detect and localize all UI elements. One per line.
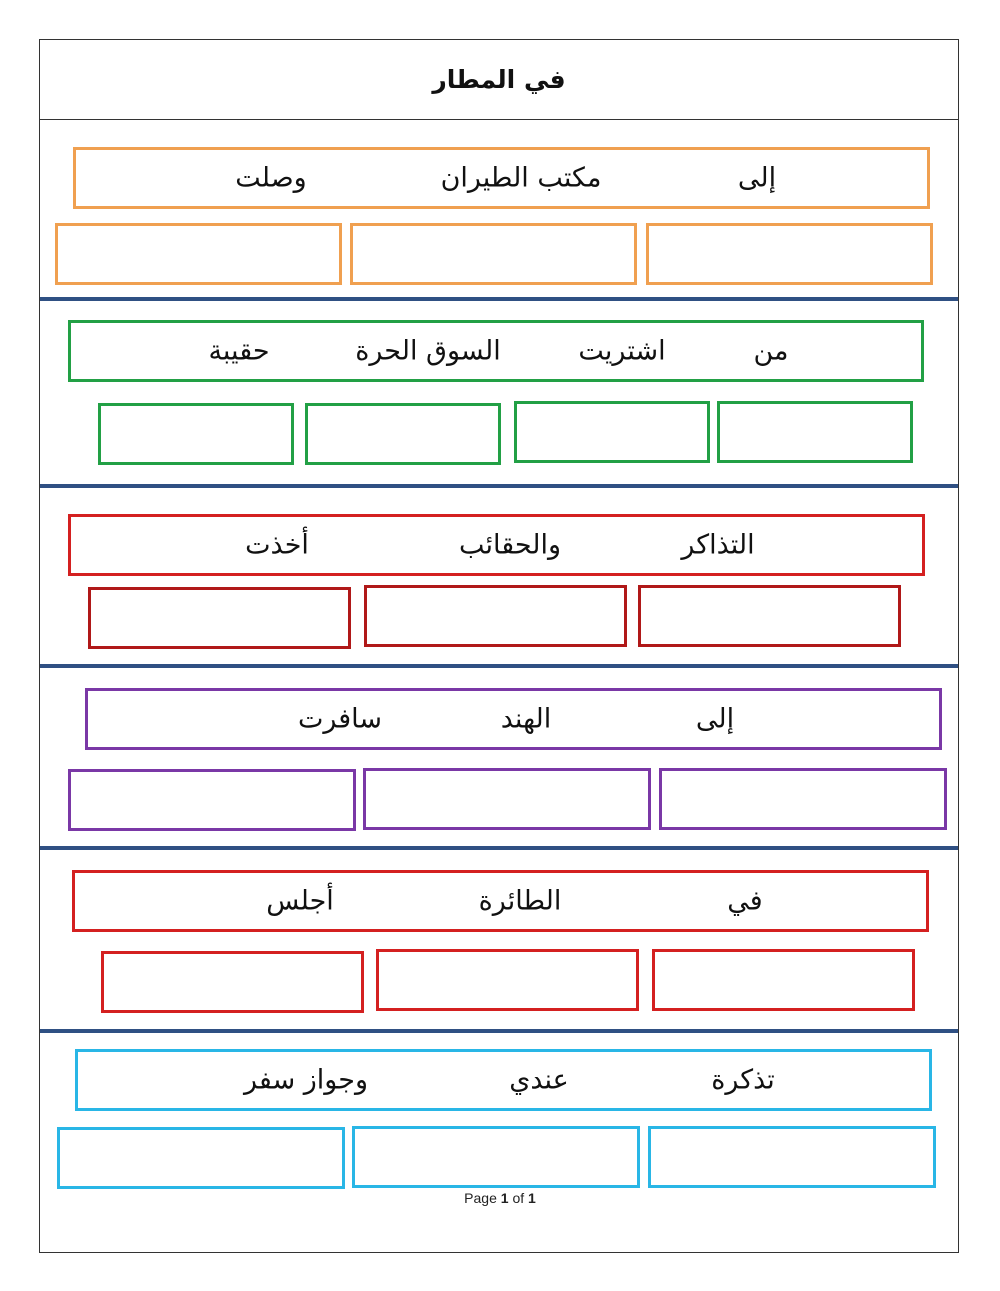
word-3-2[interactable]: والحقائب <box>458 529 562 561</box>
row-divider-1 <box>40 297 958 301</box>
page-title: في المطار <box>40 40 958 120</box>
footer-page-label: Page <box>464 1190 497 1206</box>
sentence-box-4 <box>85 688 942 750</box>
answer-box-2-4[interactable] <box>98 403 294 465</box>
sentence-box-2 <box>68 320 924 382</box>
answer-box-4-1[interactable] <box>659 768 947 830</box>
word-6-1[interactable]: تذكرة <box>711 1064 775 1096</box>
answer-box-2-2[interactable] <box>514 401 710 463</box>
answer-box-2-1[interactable] <box>717 401 913 463</box>
answer-box-1-3[interactable] <box>55 223 342 285</box>
word-4-1[interactable]: إلى <box>695 703 735 735</box>
answer-box-1-1[interactable] <box>646 223 933 285</box>
answer-box-5-1[interactable] <box>652 949 915 1011</box>
footer-current-page: 1 <box>500 1190 509 1206</box>
row-divider-5 <box>40 1029 958 1033</box>
word-4-3[interactable]: سافرت <box>297 703 383 735</box>
answer-box-4-3[interactable] <box>68 769 356 831</box>
word-6-3[interactable]: وجواز سفر <box>244 1064 368 1096</box>
word-2-4[interactable]: حقيبة <box>208 335 270 367</box>
word-2-1[interactable]: من <box>753 335 789 367</box>
word-1-3[interactable]: وصلت <box>235 162 307 194</box>
page-footer <box>0 1190 1000 1206</box>
sentence-box-5 <box>72 870 929 932</box>
word-5-2[interactable]: الطائرة <box>478 885 562 917</box>
row-divider-4 <box>40 846 958 850</box>
word-3-1[interactable]: التذاكر <box>681 529 755 561</box>
sentence-box-6 <box>75 1049 932 1111</box>
answer-box-6-2[interactable] <box>352 1126 640 1188</box>
word-2-3[interactable]: السوق الحرة <box>355 335 501 367</box>
sentence-box-3 <box>68 514 925 576</box>
footer-total-pages: 1 <box>528 1190 536 1206</box>
word-5-3[interactable]: أجلس <box>266 885 334 917</box>
footer-of-label: of <box>512 1190 525 1206</box>
answer-box-3-1[interactable] <box>638 585 901 647</box>
word-2-2[interactable]: اشتريت <box>578 335 666 367</box>
answer-box-6-1[interactable] <box>648 1126 936 1188</box>
answer-box-1-2[interactable] <box>350 223 637 285</box>
answer-box-4-2[interactable] <box>363 768 651 830</box>
answer-box-6-3[interactable] <box>57 1127 345 1189</box>
answer-box-5-3[interactable] <box>101 951 364 1013</box>
answer-box-3-3[interactable] <box>88 587 351 649</box>
row-divider-2 <box>40 484 958 488</box>
answer-box-5-2[interactable] <box>376 949 639 1011</box>
word-1-2[interactable]: مكتب الطيران <box>440 162 602 194</box>
word-4-2[interactable]: الهند <box>500 703 552 735</box>
sentence-box-1 <box>73 147 930 209</box>
word-6-2[interactable]: عندي <box>509 1064 569 1096</box>
word-3-3[interactable]: أخذت <box>245 529 309 561</box>
row-divider-3 <box>40 664 958 668</box>
word-1-1[interactable]: إلى <box>737 162 777 194</box>
word-5-1[interactable]: في <box>727 885 763 917</box>
answer-box-2-3[interactable] <box>305 403 501 465</box>
answer-box-3-2[interactable] <box>364 585 627 647</box>
